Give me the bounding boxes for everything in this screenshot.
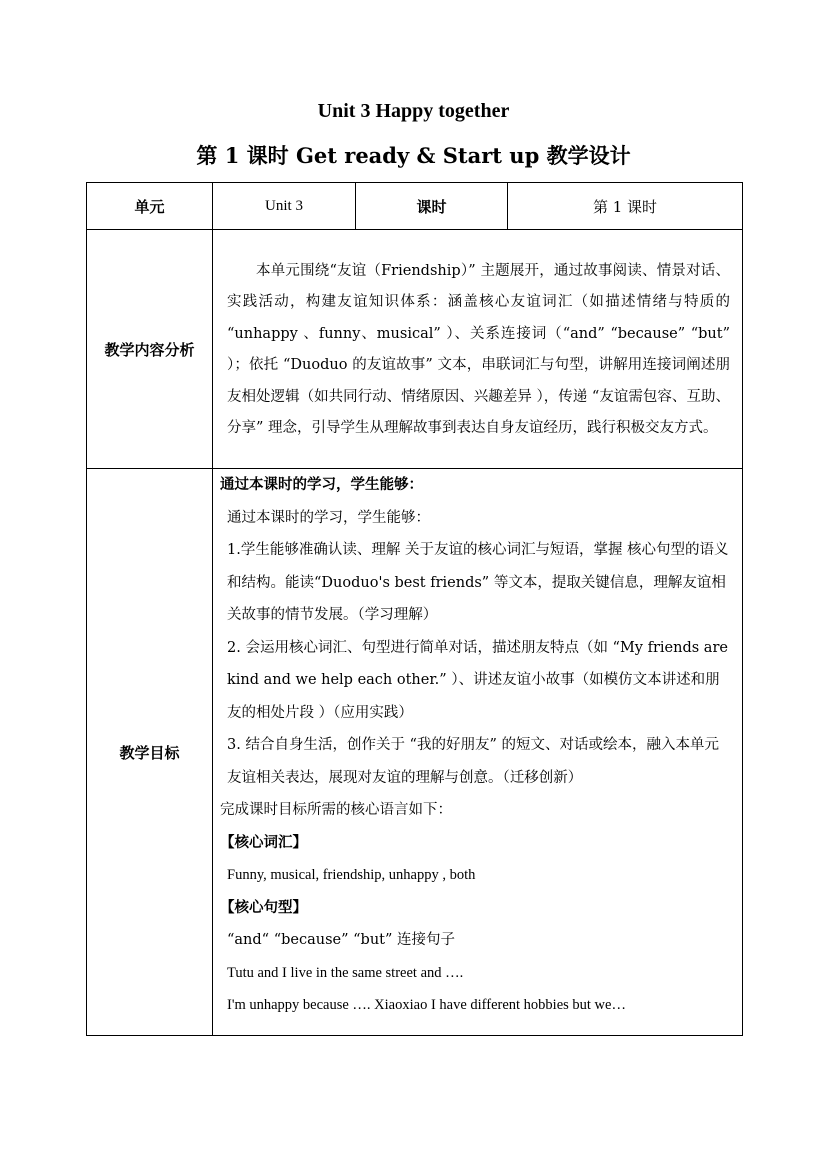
sentence-2: I'm unhappy because …. Xiaoxiao I have different hobbies but we… bbox=[227, 997, 626, 1013]
sentence-heading: 【核心句型】 bbox=[220, 898, 307, 916]
goals-heading: 通过本课时的学习，学生能够： bbox=[220, 476, 423, 493]
goal-item-3: 3. 结合自身生活，创作关于 “我的好朋友” 的短文、对话或绘本，融入本单元友谊相关表达，展现对友谊的理解与创意。（迁移创新） bbox=[227, 737, 719, 786]
analysis-row bbox=[87, 230, 743, 469]
goal-item-2: 2. 会运用核心词汇、句型进行简单对话，描述朋友特点（如 “My friends are kind and we help each other.” ）、讲述友谊小故事（如模仿文本讲述和朋友的相处片段 ）（应用实践） bbox=[227, 639, 728, 721]
sentence-1: Tutu and I live in the same street and …. bbox=[227, 964, 464, 981]
goals-label: 教学目标 bbox=[87, 469, 213, 1036]
page-title: Unit 3 Happy together bbox=[317, 100, 510, 122]
unit-label: 单元 bbox=[87, 183, 213, 230]
goals-intro: 通过本课时的学习，学生能够： bbox=[227, 509, 430, 526]
lesson-value: 第 1 课时 bbox=[508, 183, 743, 230]
lesson-plan-table bbox=[86, 182, 743, 1036]
vocab-heading: 【核心词汇】 bbox=[220, 833, 307, 851]
vocab-list: Funny, musical, friendship, unhappy , both bbox=[227, 867, 476, 883]
analysis-label: 教学内容分析 bbox=[87, 230, 213, 469]
goals-row bbox=[87, 469, 743, 1036]
unit-value: Unit 3 bbox=[213, 183, 356, 230]
goals-content bbox=[213, 469, 743, 1036]
connectors: “and“ “because” “but” 连接句子 bbox=[227, 932, 456, 948]
lesson-label: 课时 bbox=[356, 183, 508, 230]
page-subtitle: 第 1 课时 Get ready & Start up 教学设计 bbox=[196, 143, 631, 168]
analysis-text: 本单元围绕“友谊（Friendship）” 主题展开，通过故事阅读、情景对话、实践活动，构建友谊知识体系：涵盖核心友谊词汇（如描述情绪与特质的 “unhappy 、funny、musical” ）、关系连接词（“and” “because” “but” ）；依托 “Duoduo 的友谊故事” 文本，串联词汇与句型，讲解用连接词阐述朋友相处逻辑（如共同行动、情绪原因、兴趣差异 ），传递 “友谊需包容、互助、分享” 理念，引导学生从理解故事到表达自身友谊经历，践行积极交友方式。 bbox=[213, 230, 743, 469]
language-intro: 完成课时目标所需的核心语言如下： bbox=[220, 802, 452, 818]
goal-item-1: 1.学生能够准确认读、理解 关于友谊的核心词汇与短语，掌握 核心句型的语义和结构。能读“Duoduo's best friends” 等文本，提取关键信息，理解友谊相关故事的情节发展。（学习理解） bbox=[227, 542, 729, 623]
header-row bbox=[87, 183, 743, 230]
